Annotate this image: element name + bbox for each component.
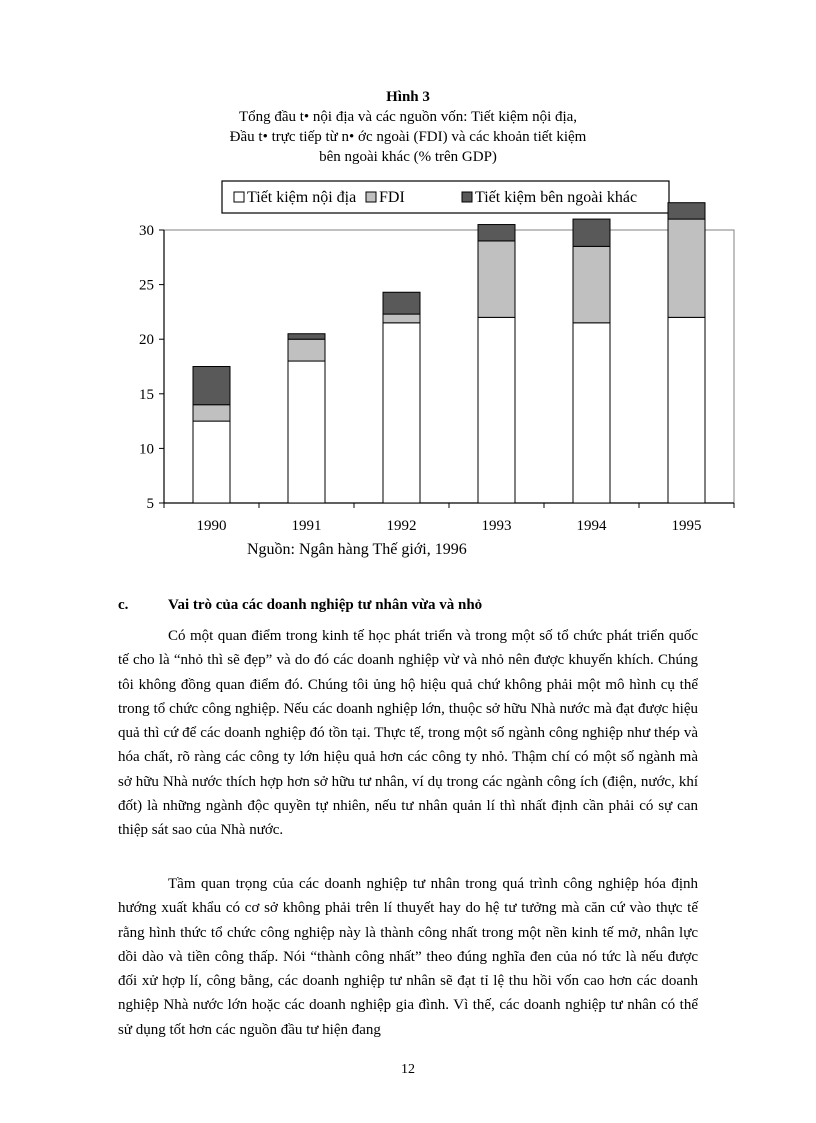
x-tick-label-0: 1990 [196, 518, 227, 534]
paragraph-1-text: Có một quan điểm trong kinh tế học phát triển và trong một số tổ chức phát triển quốc tế cho là “nhỏ thì sẽ đẹp” và do đó các doanh nghiệp vừ và nhỏ nên được khuyến khích. Chúng tôi không đồng quan điểm đó. Chúng tôi ủng hộ hiệu quả chứ không phải một mô hình cụ thể trong tổ chức công nghiệp. Nếu các doanh nghiệp lớn, thuộc sở hữu Nhà nước mà đạt được hiệu quả thì cứ để các doanh nghiệp đó tồn tại. Thực tế, trong một số ngành công nghiệp như thép và hóa chất, rõ ràng các công ty lớn hiệu quả hơn các công ty nhỏ. Thậm chí có một số ngành mà sở hữu Nhà nước thích hợp hơn sở hữu tư nhân, ví dụ trong các ngành công ích (điện, nước, khí đốt) là những ngành độc quyền tự nhiên, nếu tư nhân quản lí thì nhất định cần phải có sự can thiệp sát sao của Nhà nước. [118, 628, 698, 839]
bar-1991-series-0 [288, 361, 325, 503]
section-label: c. [118, 597, 129, 613]
y-tick-label-2: 15 [139, 386, 154, 403]
bar-1991-series-1 [288, 339, 325, 361]
figure-caption-line-3: bên ngoài khác (% trên GDP) [319, 149, 497, 165]
y-tick-label-4: 25 [139, 277, 154, 294]
y-tick-label-1: 10 [139, 441, 154, 458]
bar-1992-series-0 [383, 323, 420, 503]
bar-1992-series-1 [383, 314, 420, 323]
x-tick-label-5: 1995 [671, 518, 702, 534]
figure-source: Nguồn: Ngân hàng Thế giới, 1996 [247, 541, 467, 558]
stacked-bar-chart [0, 0, 816, 540]
legend-swatch-1 [366, 192, 376, 202]
section-title: Vai trò của các doanh nghiệp tư nhân vừa và nhỏ [168, 597, 483, 613]
legend-label-0: Tiết kiệm nội địa [247, 189, 357, 206]
legend-swatch-0 [234, 192, 244, 202]
figure-caption-line-1: Tổng đầu t• nội địa và các nguồn vốn: Tiết kiệm nội địa, [238, 109, 578, 125]
bar-1990-series-0 [193, 421, 230, 503]
legend-label-1: FDI [379, 189, 405, 206]
plot-frame [164, 230, 734, 503]
bar-1993-series-1 [478, 241, 515, 317]
bar-1992-series-2 [383, 292, 420, 314]
legend-label-2: Tiết kiệm bên ngoài khác [475, 189, 638, 206]
bar-1990-series-2 [193, 367, 230, 405]
bar-1993-series-0 [478, 317, 515, 503]
bar-1995-series-1 [668, 219, 705, 317]
y-tick-label-0: 5 [146, 496, 154, 512]
figure-number: Hình 3 [386, 89, 430, 105]
bar-1991-series-2 [288, 334, 325, 339]
y-tick-label-3: 20 [139, 332, 154, 349]
paragraph-2 [118, 872, 698, 1042]
legend-swatch-2 [462, 192, 472, 202]
bar-1994-series-1 [573, 246, 610, 322]
bar-1994-series-0 [573, 323, 610, 503]
paragraph-1 [118, 624, 698, 843]
page-number: 12 [401, 1062, 415, 1077]
figure-caption-line-2: Đầu t• trực tiếp từ n• ớc ngoài (FDI) và các khoản tiết kiệm [229, 129, 587, 145]
bar-1995-series-0 [668, 317, 705, 503]
x-tick-label-2: 1992 [386, 518, 417, 534]
bar-1995-series-2 [668, 203, 705, 219]
y-tick-label-5: 30 [139, 223, 154, 239]
x-tick-label-4: 1994 [576, 518, 607, 534]
paragraph-2-text: Tầm quan trọng của các doanh nghiệp tư nhân trong quá trình công nghiệp hóa định hướng xuất khẩu có cơ sở không phải trên lí thuyết hay do hệ tư tưởng mà căn cứ vào thực tế rằng hình thức tổ chức công nghiệp này là thành công nhất trong một nền kinh tế mở, nhân lực dồi dào và tiền công thấp. Nói “thành công nhất” theo đúng nghĩa đen của nó tức là nếu được đối xử hợp lí, công bằng, các doanh nghiệp tư nhân sẽ đạt tỉ lệ thu hồi vốn cao hơn các doanh nghiệp Nhà nước lớn hoặc các doanh nghiệp gia đình. Vì thế, các doanh nghiệp tư nhân có thể sử dụng tốt hơn các nguồn đầu tư hiện đang [118, 876, 698, 1038]
x-tick-label-1: 1991 [291, 518, 322, 534]
bar-1994-series-2 [573, 219, 610, 246]
bar-1990-series-1 [193, 405, 230, 421]
x-tick-label-3: 1993 [481, 518, 512, 534]
bar-1993-series-2 [478, 225, 515, 241]
